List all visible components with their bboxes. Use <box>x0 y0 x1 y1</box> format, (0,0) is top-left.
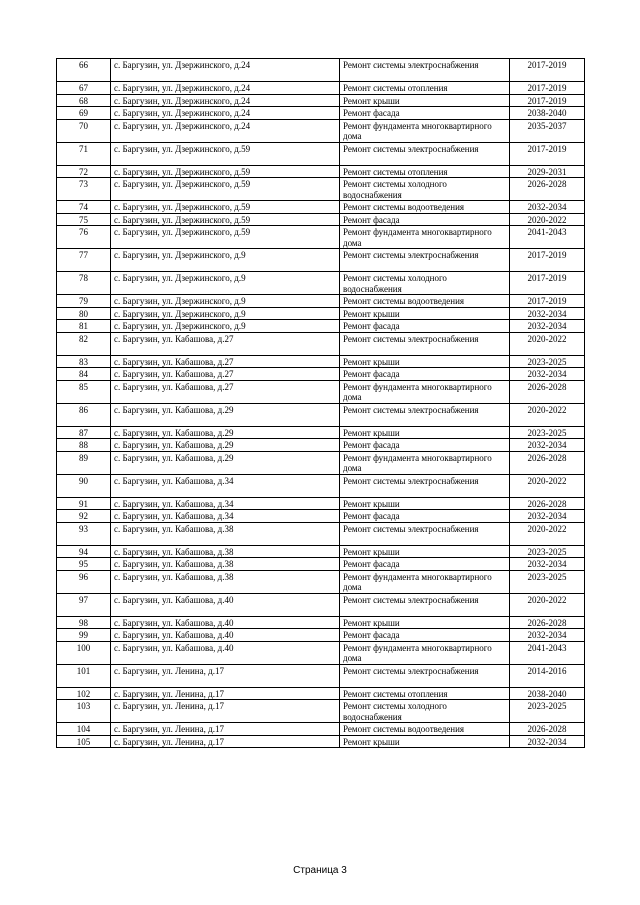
address-cell: с. Баргузин, ул. Кабашова, д.27 <box>111 380 340 403</box>
row-number-cell: 83 <box>57 355 111 368</box>
row-number-cell: 93 <box>57 522 111 545</box>
row-number-cell: 87 <box>57 426 111 439</box>
work-type-cell: Ремонт фасада <box>340 107 510 120</box>
address-cell: с. Баргузин, ул. Дзержинского, д.59 <box>111 213 340 226</box>
address-cell: с. Баргузин, ул. Дзержинского, д.59 <box>111 165 340 178</box>
table-row <box>57 545 585 558</box>
row-number-cell: 90 <box>57 474 111 497</box>
row-number-cell: 86 <box>57 403 111 426</box>
row-number-cell: 68 <box>57 94 111 107</box>
period-cell: 2029-2031 <box>510 165 585 178</box>
table-row <box>57 451 585 474</box>
row-number-cell: 74 <box>57 201 111 214</box>
address-cell: с. Баргузин, ул. Кабашова, д.34 <box>111 474 340 497</box>
work-type-cell: Ремонт фасада <box>340 439 510 452</box>
row-number-cell: 66 <box>57 59 111 82</box>
row-number-cell: 82 <box>57 332 111 355</box>
row-number-cell: 99 <box>57 629 111 642</box>
row-number-cell: 102 <box>57 687 111 700</box>
address-cell: с. Баргузин, ул. Кабашова, д.29 <box>111 451 340 474</box>
row-number-cell: 88 <box>57 439 111 452</box>
period-cell: 2023-2025 <box>510 700 585 723</box>
period-cell: 2017-2019 <box>510 142 585 165</box>
table-row <box>57 368 585 381</box>
row-number-cell: 92 <box>57 510 111 523</box>
row-number-cell: 91 <box>57 497 111 510</box>
address-cell: с. Баргузин, ул. Кабашова, д.29 <box>111 426 340 439</box>
work-type-cell: Ремонт фундамента многоквартирного дома <box>340 641 510 664</box>
period-cell: 2038-2040 <box>510 687 585 700</box>
address-cell: с. Баргузин, ул. Ленина, д.17 <box>111 664 340 687</box>
address-cell: с. Баргузин, ул. Дзержинского, д.9 <box>111 272 340 295</box>
work-type-cell: Ремонт системы холодного водоснабжения <box>340 272 510 295</box>
address-cell: с. Баргузин, ул. Дзержинского, д.9 <box>111 295 340 308</box>
row-number-cell: 101 <box>57 664 111 687</box>
table-row <box>57 474 585 497</box>
address-cell: с. Баргузин, ул. Кабашова, д.38 <box>111 522 340 545</box>
period-cell: 2020-2022 <box>510 213 585 226</box>
work-type-cell: Ремонт системы электроснабжения <box>340 249 510 272</box>
row-number-cell: 70 <box>57 119 111 142</box>
period-cell: 2032-2034 <box>510 439 585 452</box>
period-cell: 2032-2034 <box>510 510 585 523</box>
work-type-cell: Ремонт системы электроснабжения <box>340 664 510 687</box>
address-cell: с. Баргузин, ул. Кабашова, д.34 <box>111 510 340 523</box>
address-cell: с. Баргузин, ул. Кабашова, д.27 <box>111 368 340 381</box>
table-row <box>57 94 585 107</box>
work-type-cell: Ремонт крыши <box>340 497 510 510</box>
work-type-cell: Ремонт системы электроснабжения <box>340 332 510 355</box>
row-number-cell: 79 <box>57 295 111 308</box>
period-cell: 2038-2040 <box>510 107 585 120</box>
work-type-cell: Ремонт крыши <box>340 426 510 439</box>
table-row <box>57 510 585 523</box>
work-type-cell: Ремонт системы холодного водоснабжения <box>340 700 510 723</box>
address-cell: с. Баргузин, ул. Кабашова, д.40 <box>111 593 340 616</box>
period-cell: 2032-2034 <box>510 320 585 333</box>
period-cell: 2017-2019 <box>510 82 585 95</box>
work-type-cell: Ремонт фасада <box>340 368 510 381</box>
address-cell: с. Баргузин, ул. Кабашова, д.40 <box>111 616 340 629</box>
table-row <box>57 426 585 439</box>
row-number-cell: 89 <box>57 451 111 474</box>
period-cell: 2026-2028 <box>510 178 585 201</box>
table-row <box>57 497 585 510</box>
table-row <box>57 320 585 333</box>
row-number-cell: 100 <box>57 641 111 664</box>
address-cell: с. Баргузин, ул. Кабашова, д.27 <box>111 355 340 368</box>
row-number-cell: 77 <box>57 249 111 272</box>
address-cell: с. Баргузин, ул. Дзержинского, д.9 <box>111 307 340 320</box>
period-cell: 2020-2022 <box>510 522 585 545</box>
period-cell: 2032-2034 <box>510 368 585 381</box>
table-row <box>57 439 585 452</box>
row-number-cell: 75 <box>57 213 111 226</box>
address-cell: с. Баргузин, ул. Ленина, д.17 <box>111 723 340 736</box>
table-row <box>57 142 585 165</box>
period-cell: 2023-2025 <box>510 570 585 593</box>
page-footer: Страница 3 <box>293 865 347 876</box>
work-type-cell: Ремонт фундамента многоквартирного дома <box>340 451 510 474</box>
table-row <box>57 295 585 308</box>
period-cell: 2017-2019 <box>510 59 585 82</box>
table-row <box>57 641 585 664</box>
work-type-cell: Ремонт системы отопления <box>340 687 510 700</box>
table-row <box>57 107 585 120</box>
address-cell: с. Баргузин, ул. Дзержинского, д.24 <box>111 119 340 142</box>
period-cell: 2026-2028 <box>510 723 585 736</box>
work-type-cell: Ремонт фасада <box>340 320 510 333</box>
period-cell: 2032-2034 <box>510 307 585 320</box>
table-row <box>57 558 585 571</box>
period-cell: 2026-2028 <box>510 497 585 510</box>
work-type-cell: Ремонт системы электроснабжения <box>340 59 510 82</box>
work-type-cell: Ремонт системы электроснабжения <box>340 593 510 616</box>
work-type-cell: Ремонт фундамента многоквартирного дома <box>340 570 510 593</box>
work-type-cell: Ремонт крыши <box>340 355 510 368</box>
work-type-cell: Ремонт системы водоотведения <box>340 295 510 308</box>
address-cell: с. Баргузин, ул. Кабашова, д.40 <box>111 641 340 664</box>
repair-schedule-table <box>56 58 585 748</box>
period-cell: 2041-2043 <box>510 226 585 249</box>
row-number-cell: 95 <box>57 558 111 571</box>
period-cell: 2023-2025 <box>510 545 585 558</box>
table-row <box>57 201 585 214</box>
table-row <box>57 700 585 723</box>
row-number-cell: 73 <box>57 178 111 201</box>
address-cell: с. Баргузин, ул. Кабашова, д.40 <box>111 629 340 642</box>
row-number-cell: 98 <box>57 616 111 629</box>
work-type-cell: Ремонт фасада <box>340 558 510 571</box>
work-type-cell: Ремонт системы электроснабжения <box>340 403 510 426</box>
table-row <box>57 570 585 593</box>
work-type-cell: Ремонт фундамента многоквартирного дома <box>340 119 510 142</box>
period-cell: 2026-2028 <box>510 451 585 474</box>
period-cell: 2023-2025 <box>510 355 585 368</box>
work-type-cell: Ремонт системы холодного водоснабжения <box>340 178 510 201</box>
period-cell: 2026-2028 <box>510 616 585 629</box>
table-row <box>57 307 585 320</box>
row-number-cell: 71 <box>57 142 111 165</box>
work-type-cell: Ремонт системы электроснабжения <box>340 142 510 165</box>
address-cell: с. Баргузин, ул. Дзержинского, д.59 <box>111 226 340 249</box>
row-number-cell: 104 <box>57 723 111 736</box>
work-type-cell: Ремонт системы электроснабжения <box>340 522 510 545</box>
row-number-cell: 105 <box>57 735 111 748</box>
period-cell: 2032-2034 <box>510 735 585 748</box>
table-row <box>57 249 585 272</box>
table-row <box>57 272 585 295</box>
period-cell: 2017-2019 <box>510 295 585 308</box>
table-row <box>57 380 585 403</box>
table-row <box>57 403 585 426</box>
period-cell: 2026-2028 <box>510 380 585 403</box>
period-cell: 2032-2034 <box>510 558 585 571</box>
address-cell: с. Баргузин, ул. Кабашова, д.34 <box>111 497 340 510</box>
address-cell: с. Баргузин, ул. Дзержинского, д.59 <box>111 178 340 201</box>
period-cell: 2020-2022 <box>510 332 585 355</box>
period-cell: 2020-2022 <box>510 474 585 497</box>
address-cell: с. Баргузин, ул. Дзержинского, д.9 <box>111 320 340 333</box>
row-number-cell: 81 <box>57 320 111 333</box>
row-number-cell: 80 <box>57 307 111 320</box>
period-cell: 2032-2034 <box>510 201 585 214</box>
address-cell: с. Баргузин, ул. Ленина, д.17 <box>111 700 340 723</box>
table-row <box>57 355 585 368</box>
work-type-cell: Ремонт крыши <box>340 94 510 107</box>
address-cell: с. Баргузин, ул. Кабашова, д.29 <box>111 439 340 452</box>
period-cell: 2035-2037 <box>510 119 585 142</box>
table-row <box>57 629 585 642</box>
address-cell: с. Баргузин, ул. Ленина, д.17 <box>111 735 340 748</box>
period-cell: 2020-2022 <box>510 593 585 616</box>
table-body <box>57 59 585 748</box>
period-cell: 2023-2025 <box>510 426 585 439</box>
work-type-cell: Ремонт системы водоотведения <box>340 723 510 736</box>
work-type-cell: Ремонт фасада <box>340 629 510 642</box>
work-type-cell: Ремонт системы водоотведения <box>340 201 510 214</box>
address-cell: с. Баргузин, ул. Кабашова, д.38 <box>111 570 340 593</box>
table-row <box>57 616 585 629</box>
address-cell: с. Баргузин, ул. Дзержинского, д.24 <box>111 107 340 120</box>
table-row <box>57 165 585 178</box>
table-row <box>57 723 585 736</box>
table-row <box>57 59 585 82</box>
period-cell: 2017-2019 <box>510 249 585 272</box>
table-row <box>57 332 585 355</box>
period-cell: 2017-2019 <box>510 272 585 295</box>
table-row <box>57 178 585 201</box>
row-number-cell: 94 <box>57 545 111 558</box>
address-cell: с. Баргузин, ул. Дзержинского, д.59 <box>111 142 340 165</box>
address-cell: с. Баргузин, ул. Дзержинского, д.59 <box>111 201 340 214</box>
table-row <box>57 119 585 142</box>
period-cell: 2020-2022 <box>510 403 585 426</box>
row-number-cell: 96 <box>57 570 111 593</box>
table-row <box>57 687 585 700</box>
row-number-cell: 69 <box>57 107 111 120</box>
address-cell: с. Баргузин, ул. Кабашова, д.29 <box>111 403 340 426</box>
address-cell: с. Баргузин, ул. Кабашова, д.38 <box>111 545 340 558</box>
work-type-cell: Ремонт системы электроснабжения <box>340 474 510 497</box>
period-cell: 2014-2016 <box>510 664 585 687</box>
work-type-cell: Ремонт крыши <box>340 307 510 320</box>
work-type-cell: Ремонт фасада <box>340 213 510 226</box>
table-row <box>57 735 585 748</box>
address-cell: с. Баргузин, ул. Дзержинского, д.24 <box>111 59 340 82</box>
address-cell: с. Баргузин, ул. Дзержинского, д.9 <box>111 249 340 272</box>
work-type-cell: Ремонт фундамента многоквартирного дома <box>340 226 510 249</box>
period-cell: 2041-2043 <box>510 641 585 664</box>
row-number-cell: 78 <box>57 272 111 295</box>
work-type-cell: Ремонт системы отопления <box>340 165 510 178</box>
work-type-cell: Ремонт крыши <box>340 545 510 558</box>
address-cell: с. Баргузин, ул. Кабашова, д.27 <box>111 332 340 355</box>
table-row <box>57 522 585 545</box>
work-type-cell: Ремонт фундамента многоквартирного дома <box>340 380 510 403</box>
table-row <box>57 226 585 249</box>
table-row <box>57 82 585 95</box>
work-type-cell: Ремонт системы отопления <box>340 82 510 95</box>
work-type-cell: Ремонт крыши <box>340 735 510 748</box>
address-cell: с. Баргузин, ул. Дзержинского, д.24 <box>111 94 340 107</box>
period-cell: 2017-2019 <box>510 94 585 107</box>
address-cell: с. Баргузин, ул. Кабашова, д.38 <box>111 558 340 571</box>
row-number-cell: 85 <box>57 380 111 403</box>
table-row <box>57 213 585 226</box>
row-number-cell: 103 <box>57 700 111 723</box>
address-cell: с. Баргузин, ул. Дзержинского, д.24 <box>111 82 340 95</box>
table-row <box>57 593 585 616</box>
address-cell: с. Баргузин, ул. Ленина, д.17 <box>111 687 340 700</box>
work-type-cell: Ремонт фасада <box>340 510 510 523</box>
row-number-cell: 84 <box>57 368 111 381</box>
period-cell: 2032-2034 <box>510 629 585 642</box>
work-type-cell: Ремонт крыши <box>340 616 510 629</box>
row-number-cell: 67 <box>57 82 111 95</box>
row-number-cell: 97 <box>57 593 111 616</box>
row-number-cell: 72 <box>57 165 111 178</box>
row-number-cell: 76 <box>57 226 111 249</box>
table-row <box>57 664 585 687</box>
